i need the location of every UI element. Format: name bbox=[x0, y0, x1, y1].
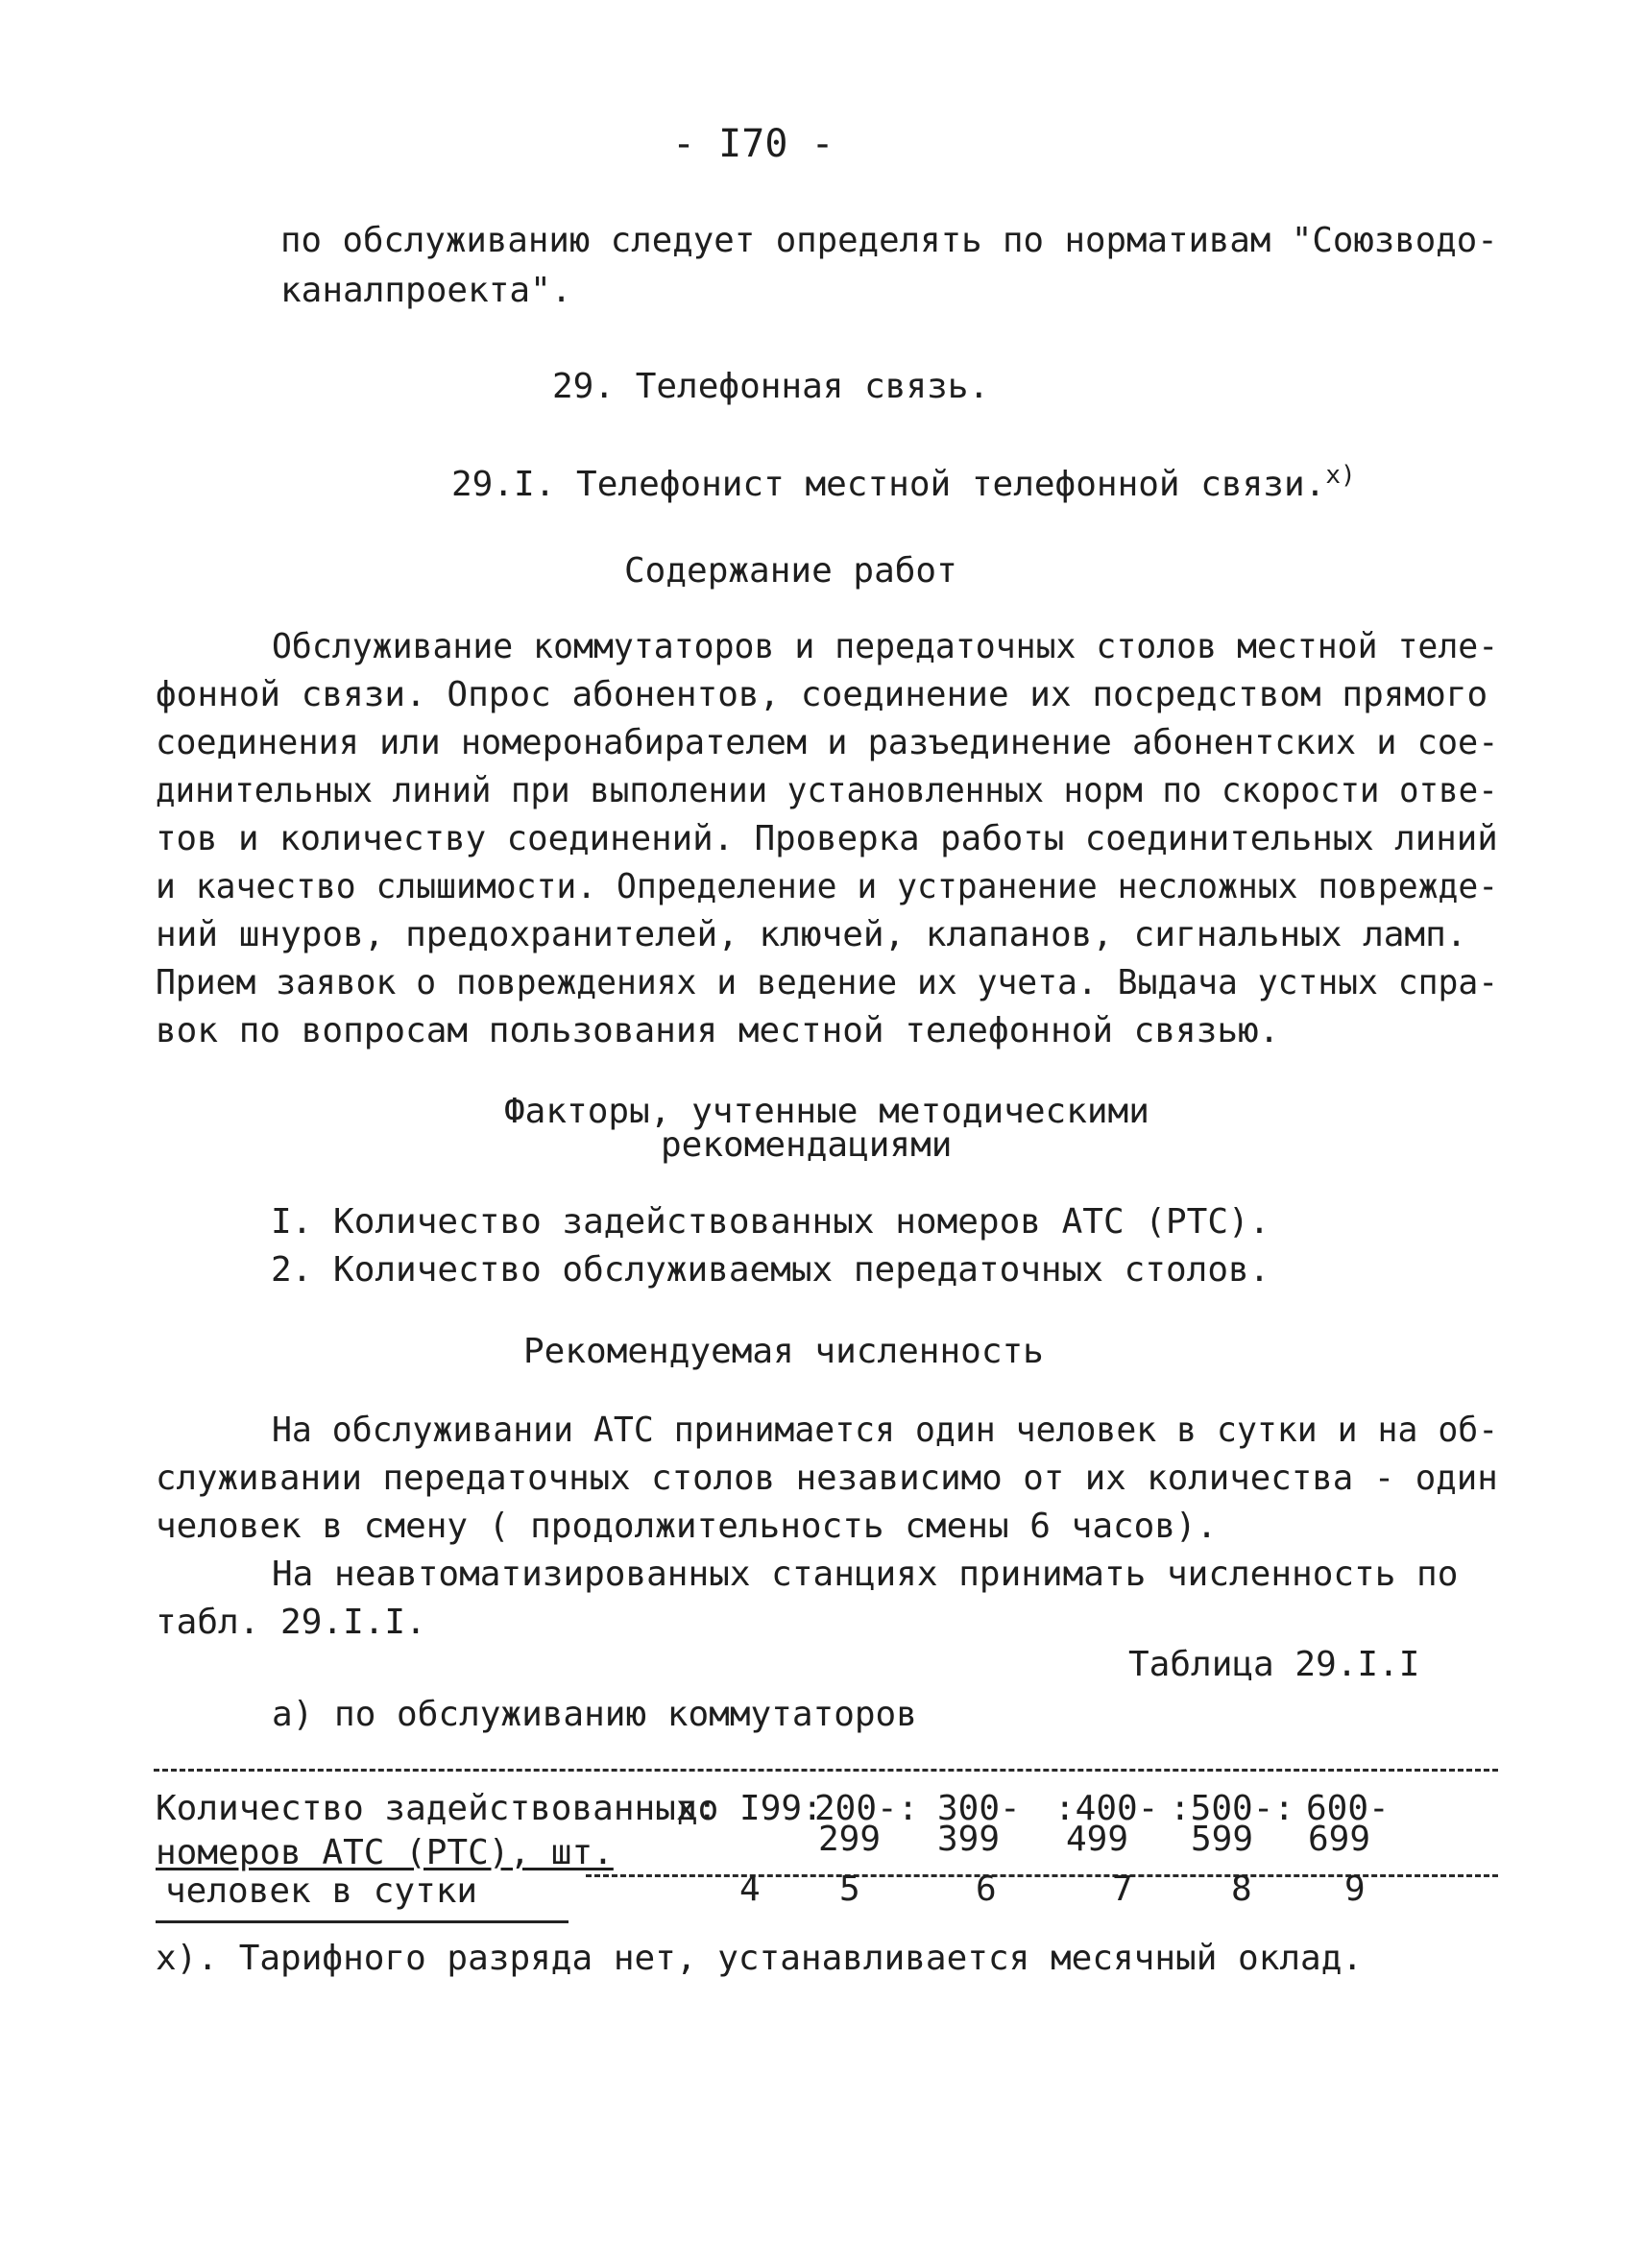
table-header-label-2: номеров АТС (РТС), шт. bbox=[156, 1833, 614, 1872]
people-value-2: 5 bbox=[839, 1870, 860, 1909]
range-top-4: :400- bbox=[1054, 1789, 1159, 1828]
factor-item-1: І. Количество задействованных номеров АТС (РТС). bbox=[271, 1202, 1270, 1242]
range-bottom-3: 399 bbox=[937, 1820, 1001, 1859]
page-number: - І70 - bbox=[672, 122, 835, 166]
range-top-5: :500-: bbox=[1170, 1789, 1295, 1828]
people-value-4: 7 bbox=[1112, 1870, 1133, 1909]
table-row-label-people: человек в сутки bbox=[165, 1871, 478, 1911]
range-top-6: 600- bbox=[1306, 1789, 1390, 1828]
section-title: 29. Телефонная связь. bbox=[552, 367, 990, 406]
footnote-marker: x) bbox=[1325, 461, 1356, 490]
footnote-separator bbox=[156, 1920, 568, 1923]
range-bottom-4: 499 bbox=[1066, 1820, 1129, 1859]
work-line-5: тов и количеству соединений. Проверка работы соединительных линий bbox=[156, 819, 1498, 858]
range-top-2: 200-: bbox=[814, 1789, 919, 1828]
work-line-3: соединения или номеронабирателем и разъединение абонентских и сое- bbox=[156, 723, 1499, 762]
table-label: Таблица 29.І.І bbox=[1128, 1645, 1420, 1684]
table-header-label-1: Количество задействованных: bbox=[156, 1789, 718, 1828]
subsection-title bbox=[451, 463, 1356, 502]
people-value-5: 8 bbox=[1231, 1870, 1252, 1909]
subsection-title-text: 29.І. Телефонист местной телефонной связи. bbox=[451, 465, 1326, 504]
recommended-heading: Рекомендуемая численность bbox=[523, 1332, 1044, 1371]
range-bottom-6: 699 bbox=[1308, 1820, 1371, 1859]
intro-line-1: по обслуживанию следует определять по нормативам "Союзводо- bbox=[280, 221, 1498, 260]
work-line-9: вок по вопросам пользования местной телефонной связью. bbox=[156, 1011, 1280, 1050]
range-bottom-5: 599 bbox=[1191, 1820, 1254, 1859]
intro-line-2: каналпроекта". bbox=[280, 271, 572, 310]
work-line-7: ний шнуров, предохранителей, ключей, клапанов, сигнальных ламп. bbox=[156, 915, 1467, 954]
factors-heading-line-1: Факторы, учтенные методическими bbox=[504, 1092, 1149, 1131]
work-heading: Содержание работ bbox=[624, 551, 957, 591]
table-top-rule bbox=[154, 1769, 1498, 1772]
table-caption: а) по обслуживанию коммутаторов bbox=[272, 1695, 917, 1734]
work-line-8: Прием заявок о повреждениях и ведение их учета. Выдача устных спра- bbox=[156, 963, 1499, 1002]
recommended-line-1: На обслуживании АТС принимается один человек в сутки и на об- bbox=[272, 1411, 1499, 1450]
people-value-3: 6 bbox=[976, 1870, 997, 1909]
people-value-6: 9 bbox=[1344, 1870, 1366, 1909]
factors-heading-line-2: рекомендациями bbox=[661, 1125, 953, 1165]
people-value-1: 4 bbox=[739, 1870, 761, 1909]
range-top-3: 300- bbox=[937, 1789, 1021, 1828]
work-line-1: Обслуживание коммутаторов и передаточных столов местной теле- bbox=[272, 627, 1499, 666]
range-bottom-2: 299 bbox=[818, 1820, 882, 1859]
work-line-4: динительных линий при выполении установленных норм по скорости отве- bbox=[156, 771, 1498, 810]
work-line-2: фонной связи. Опрос абонентов, соединение их посредством прямого bbox=[156, 675, 1488, 714]
range-top-1: до І99: bbox=[677, 1789, 823, 1828]
footnote: x). Тарифного разряда нет, устанавливается месячный оклад. bbox=[156, 1939, 1364, 1978]
recommended-line-2: служивании передаточных столов независимо от их количества - один bbox=[156, 1459, 1498, 1498]
recommended-line-4: На неавтоматизированных станциях принимать численность по bbox=[272, 1555, 1459, 1594]
recommended-line-5: табл. 29.І.І. bbox=[156, 1603, 426, 1642]
work-line-6: и качество слышимости. Определение и устранение несложных поврежде- bbox=[156, 867, 1499, 906]
factor-item-2: 2. Количество обслуживаемых передаточных столов. bbox=[271, 1250, 1270, 1290]
recommended-line-3: человек в смену ( продолжительность смены 6 часов). bbox=[156, 1507, 1218, 1546]
